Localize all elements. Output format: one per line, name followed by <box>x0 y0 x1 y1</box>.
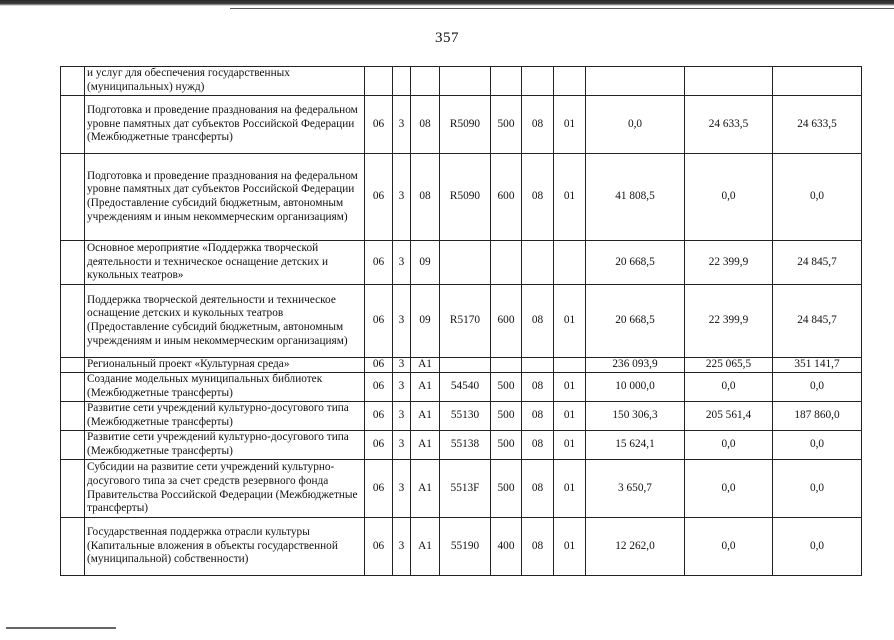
amount-year-1: 150 306,3 <box>586 402 685 431</box>
code-section <box>522 241 554 285</box>
code-event: A1 <box>411 358 440 373</box>
code-expense-type <box>491 67 522 96</box>
code-section: 08 <box>522 518 554 576</box>
row-margin-cell <box>61 402 85 431</box>
amount-year-3: 0,0 <box>773 373 862 402</box>
amount-year-2: 0,0 <box>685 518 773 576</box>
amount-year-2: 0,0 <box>685 154 773 241</box>
code-subprogram: 3 <box>393 285 411 358</box>
code-subsection: 01 <box>554 96 586 154</box>
table-row <box>61 154 862 241</box>
table-row <box>61 67 862 96</box>
code-event: 09 <box>411 241 440 285</box>
code-subsection <box>554 241 586 285</box>
code-subprogram: 3 <box>393 241 411 285</box>
code-direction: R5090 <box>440 96 491 154</box>
code-program: 06 <box>365 518 393 576</box>
amount-year-2: 205 561,4 <box>685 402 773 431</box>
code-subprogram: 3 <box>393 518 411 576</box>
amount-year-1: 10 000,0 <box>586 373 685 402</box>
code-event: A1 <box>411 402 440 431</box>
amount-year-3: 0,0 <box>773 518 862 576</box>
code-program <box>365 67 393 96</box>
amount-year-3: 0,0 <box>773 154 862 241</box>
code-subprogram: 3 <box>393 460 411 518</box>
amount-year-3: 0,0 <box>773 460 862 518</box>
code-expense-type <box>491 241 522 285</box>
code-subsection: 01 <box>554 373 586 402</box>
row-margin-cell <box>61 96 85 154</box>
row-name: Региональный проект «Культурная среда» <box>85 358 365 373</box>
row-name: Развитие сети учреждений культурно-досугового типа (Межбюджетные трансферты) <box>85 431 365 460</box>
amount-year-2: 0,0 <box>685 373 773 402</box>
row-margin-cell <box>61 154 85 241</box>
code-direction: 55138 <box>440 431 491 460</box>
row-name: и услуг для обеспечения государственных (муниципальных) нужд) <box>85 67 365 96</box>
table-row <box>61 285 862 358</box>
code-section: 08 <box>522 460 554 518</box>
code-section: 08 <box>522 154 554 241</box>
table-row <box>61 241 862 285</box>
amount-year-1: 0,0 <box>586 96 685 154</box>
row-name: Развитие сети учреждений культурно-досугового типа (Межбюджетные трансферты) <box>85 402 365 431</box>
code-subprogram: 3 <box>393 358 411 373</box>
code-section: 08 <box>522 373 554 402</box>
code-subprogram: 3 <box>393 431 411 460</box>
amount-year-1 <box>586 67 685 96</box>
row-margin-cell <box>61 460 85 518</box>
code-event: A1 <box>411 460 440 518</box>
code-direction: R5170 <box>440 285 491 358</box>
code-program: 06 <box>365 402 393 431</box>
amount-year-1: 20 668,5 <box>586 285 685 358</box>
code-section: 08 <box>522 431 554 460</box>
code-expense-type: 500 <box>491 460 522 518</box>
row-name: Государственная поддержка отрасли культуры (Капитальные вложения в объекты государственной (муниципальной) собственности) <box>85 518 365 576</box>
code-expense-type: 600 <box>491 285 522 358</box>
code-section: 08 <box>522 285 554 358</box>
code-program: 06 <box>365 373 393 402</box>
code-direction: R5090 <box>440 154 491 241</box>
amount-year-2 <box>685 67 773 96</box>
row-name: Поддержка творческой деятельности и техническое оснащение детских и кукольных театров (Предоставление субсидий бюджетным, автономным учреждениям и иным некоммерческим организациям) <box>85 285 365 358</box>
amount-year-1: 15 624,1 <box>586 431 685 460</box>
row-margin-cell <box>61 358 85 373</box>
code-subsection: 01 <box>554 154 586 241</box>
row-name: Основное мероприятие «Поддержка творческой деятельности и техническое оснащение детских и кукольных театров» <box>85 241 365 285</box>
code-section <box>522 67 554 96</box>
amount-year-1: 236 093,9 <box>586 358 685 373</box>
code-section <box>522 358 554 373</box>
code-expense-type: 600 <box>491 154 522 241</box>
code-direction <box>440 358 491 373</box>
page-number: 357 <box>435 30 459 46</box>
code-section: 08 <box>522 96 554 154</box>
amount-year-2: 24 633,5 <box>685 96 773 154</box>
code-expense-type <box>491 358 522 373</box>
code-subprogram: 3 <box>393 373 411 402</box>
amount-year-3: 24 845,7 <box>773 241 862 285</box>
row-margin-cell <box>61 431 85 460</box>
table-row <box>61 358 862 373</box>
scan-top-line <box>230 8 894 9</box>
amount-year-3: 351 141,7 <box>773 358 862 373</box>
amount-year-2: 0,0 <box>685 431 773 460</box>
amount-year-2: 22 399,9 <box>685 241 773 285</box>
row-name: Подготовка и проведение празднования на федеральном уровне памятных дат субъектов Российской Федерации (Предоставление субсидий бюджетным, автономным учреждениям и иным некоммерческим организациям) <box>85 154 365 241</box>
row-name: Подготовка и проведение празднования на федеральном уровне памятных дат субъектов Российской Федерации (Межбюджетные трансферты) <box>85 96 365 154</box>
code-event: 09 <box>411 285 440 358</box>
code-event: 08 <box>411 154 440 241</box>
amount-year-2: 0,0 <box>685 460 773 518</box>
code-subprogram <box>393 67 411 96</box>
row-margin-cell <box>61 373 85 402</box>
table-row <box>61 402 862 431</box>
code-subsection <box>554 67 586 96</box>
budget-table <box>60 66 862 576</box>
code-subprogram: 3 <box>393 96 411 154</box>
code-program: 06 <box>365 358 393 373</box>
code-direction: 55190 <box>440 518 491 576</box>
code-subsection: 01 <box>554 460 586 518</box>
code-direction: 5513F <box>440 460 491 518</box>
code-event <box>411 67 440 96</box>
scan-top-edge <box>0 0 894 6</box>
code-expense-type: 400 <box>491 518 522 576</box>
amount-year-3 <box>773 67 862 96</box>
table-row <box>61 431 862 460</box>
row-margin-cell <box>61 67 85 96</box>
code-subsection: 01 <box>554 518 586 576</box>
scan-bottom-line <box>6 627 116 629</box>
code-expense-type: 500 <box>491 402 522 431</box>
code-expense-type: 500 <box>491 96 522 154</box>
amount-year-2: 22 399,9 <box>685 285 773 358</box>
table-row <box>61 518 862 576</box>
amount-year-3: 24 845,7 <box>773 285 862 358</box>
code-expense-type: 500 <box>491 431 522 460</box>
row-margin-cell <box>61 285 85 358</box>
row-name: Субсидии на развитие сети учреждений культурно-досугового типа за счет средств резервного фонда Правительства Российской Федерации (Межбюджетные трансферты) <box>85 460 365 518</box>
code-event: A1 <box>411 373 440 402</box>
code-program: 06 <box>365 431 393 460</box>
code-subsection: 01 <box>554 431 586 460</box>
amount-year-1: 12 262,0 <box>586 518 685 576</box>
code-section: 08 <box>522 402 554 431</box>
row-name: Создание модельных муниципальных библиотек (Межбюджетные трансферты) <box>85 373 365 402</box>
code-expense-type: 500 <box>491 373 522 402</box>
code-subprogram: 3 <box>393 154 411 241</box>
code-subprogram: 3 <box>393 402 411 431</box>
code-event: A1 <box>411 518 440 576</box>
code-direction: 55130 <box>440 402 491 431</box>
code-event: 08 <box>411 96 440 154</box>
code-event: A1 <box>411 431 440 460</box>
code-program: 06 <box>365 460 393 518</box>
code-program: 06 <box>365 285 393 358</box>
table-row <box>61 460 862 518</box>
code-direction <box>440 241 491 285</box>
code-program: 06 <box>365 241 393 285</box>
table-row <box>61 96 862 154</box>
code-direction <box>440 67 491 96</box>
amount-year-2: 225 065,5 <box>685 358 773 373</box>
amount-year-3: 187 860,0 <box>773 402 862 431</box>
code-subsection: 01 <box>554 402 586 431</box>
amount-year-1: 3 650,7 <box>586 460 685 518</box>
code-subsection: 01 <box>554 285 586 358</box>
row-margin-cell <box>61 241 85 285</box>
code-direction: 54540 <box>440 373 491 402</box>
row-margin-cell <box>61 518 85 576</box>
amount-year-3: 0,0 <box>773 431 862 460</box>
code-program: 06 <box>365 154 393 241</box>
code-program: 06 <box>365 96 393 154</box>
code-subsection <box>554 358 586 373</box>
table-row <box>61 373 862 402</box>
amount-year-3: 24 633,5 <box>773 96 862 154</box>
amount-year-1: 20 668,5 <box>586 241 685 285</box>
amount-year-1: 41 808,5 <box>586 154 685 241</box>
